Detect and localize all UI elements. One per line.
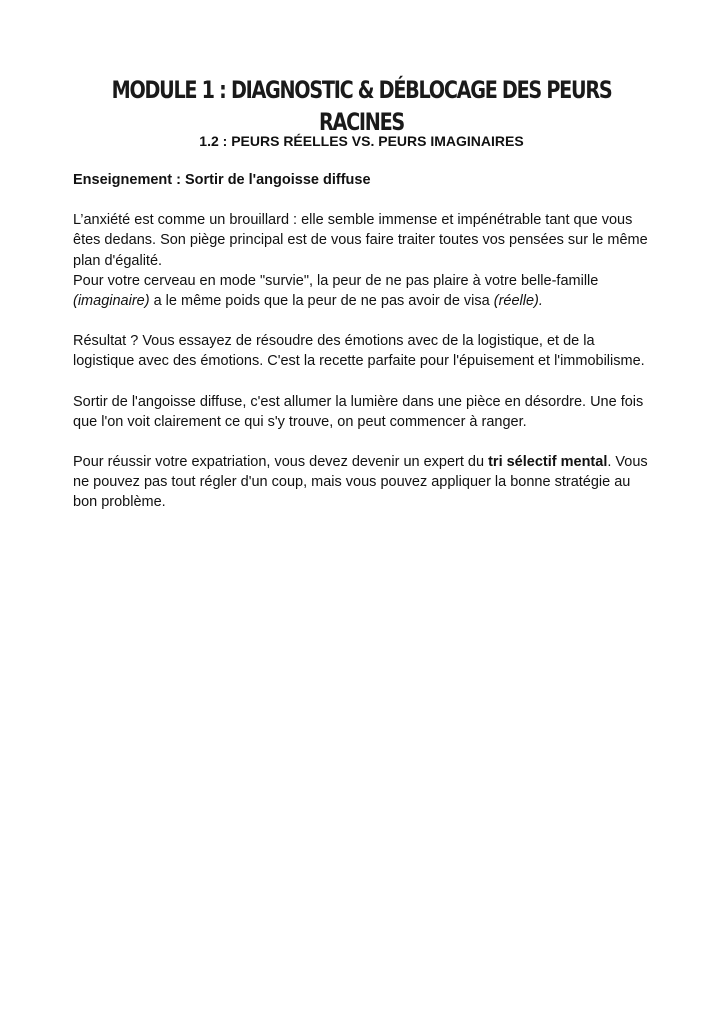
section-heading: Enseignement : Sortir de l'angoisse diffuse	[73, 172, 371, 188]
paragraph-result: Résultat ? Vous essayez de résoudre des émotions avec de la logistique, et de la logistique avec des émotions. C'est la recette parfaite pour l'épuisement et l'immobilisme.	[73, 333, 645, 370]
real-label: (réelle).	[493, 293, 543, 310]
body-content	[73, 170, 658, 513]
page-title: MODULE 1 : DIAGNOSTIC & DÉBLOCAGE DES PEURS RACINES	[111, 76, 612, 136]
paragraph-survival	[73, 271, 658, 311]
paragraph-strategy-text-a: Pour réussir votre expatriation, vous devez devenir un expert du	[73, 454, 489, 471]
paragraph-light: Sortir de l'angoisse diffuse, c'est allumer la lumière dans une pièce en désordre. Une fois que l'on voit clairement ce qui s'y trouve, on peut commencer à ranger.	[73, 393, 644, 430]
paragraph-survival-text-a: Pour votre cerveau en mode "survie", la peur de ne pas plaire à votre belle-famille	[73, 272, 599, 289]
paragraph-survival-text-b: a le même poids que la peur de ne pas avoir de visa	[149, 293, 494, 310]
mental-sorting-term: tri sélectif mental	[488, 454, 608, 471]
imaginary-label: (imaginaire)	[73, 293, 150, 310]
paragraph-strategy-text-b: . Vous ne pouvez pas tout régler d'un coup, mais vous pouvez appliquer la bonne stratégie au bon problème.	[73, 454, 648, 511]
paragraph-fog	[73, 210, 658, 271]
paragraph-strategy	[73, 452, 658, 513]
paragraph-fog-text: L’anxiété est comme un brouillard : elle semble immense et impénétrable tant que vous êtes dedans. Son piège principal est de vous faire traiter toutes vos pensées sur le même plan d'égalité.	[73, 212, 648, 269]
section-subtitle: 1.2 : PEURS RÉELLES VS. PEURS IMAGINAIRES	[199, 133, 524, 149]
